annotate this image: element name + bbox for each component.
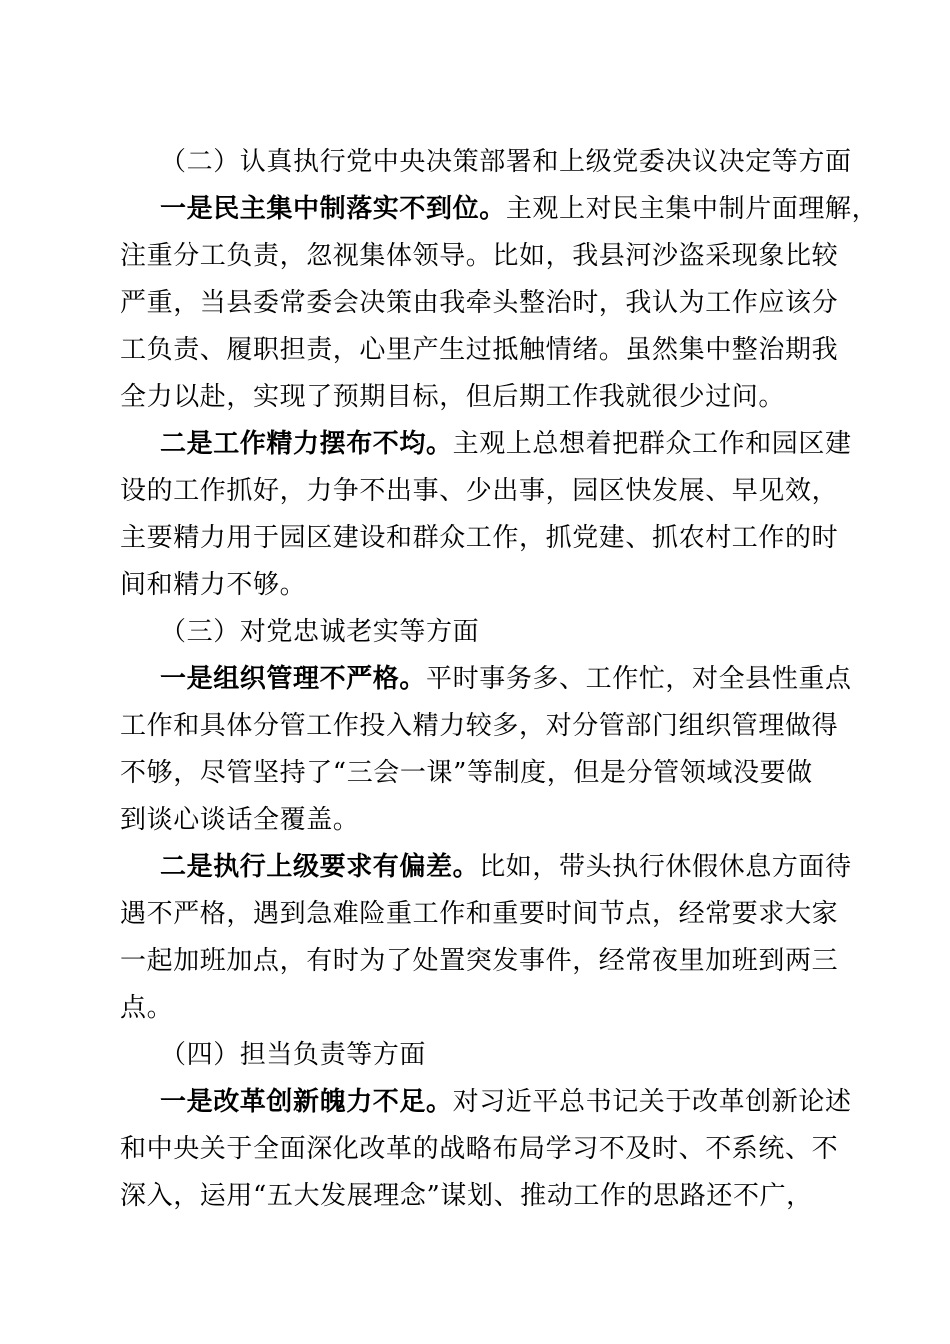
line-body-text: 工负责、履职担责，心里产生过抵触情绪。虽然集中整治期我 xyxy=(120,335,839,365)
line-lead-text: 一是民主集中制落实不到位。 xyxy=(160,194,506,224)
line-body-text: 间和精力不够。 xyxy=(120,570,307,600)
text-line xyxy=(120,750,830,797)
line-body-text: 平时事务多、工作忙，对全县性重点 xyxy=(426,664,852,694)
text-line xyxy=(120,891,839,938)
line-lead-text: 一是组织管理不严格。 xyxy=(160,664,427,694)
text-line xyxy=(120,139,852,186)
line-body-text: （三）对党忠诚老实等方面 xyxy=(160,617,480,647)
text-line xyxy=(120,280,839,327)
text-line xyxy=(120,515,839,562)
line-body-text: 注重分工负责，忽视集体领导。比如，我县河沙盗采现象比较 xyxy=(120,241,839,271)
line-body-text: 点。 xyxy=(120,993,174,1023)
line-body-text: 一起加班加点，有时为了处置突发事件，经常夜里加班到两三 xyxy=(120,946,839,976)
text-line xyxy=(120,1173,830,1220)
text-line xyxy=(120,468,839,515)
document-body xyxy=(120,139,879,1220)
line-body-text: 不够，尽管坚持了“三会一课”等制度，但是分管领域没要做 xyxy=(120,758,813,788)
text-line xyxy=(120,656,852,703)
line-body-text: （二）认真执行党中央决策部署和上级党委决议决定等方面 xyxy=(160,147,852,177)
line-body-text: 到谈心谈话全覆盖。 xyxy=(120,805,360,835)
text-line xyxy=(120,374,830,421)
text-line xyxy=(120,186,879,233)
line-body-text: 遇不严格，遇到急难险重工作和重要时间节点，经常要求大家 xyxy=(120,899,839,929)
line-lead-text: 二是执行上级要求有偏差。 xyxy=(160,852,480,882)
line-body-text: 主要精力用于园区建设和群众工作，抓党建、抓农村工作的时 xyxy=(120,523,839,553)
text-line xyxy=(120,844,852,891)
line-body-text: 对习近平总书记关于改革创新论述 xyxy=(452,1087,852,1117)
line-body-text: 严重，当县委常委会决策由我牵头整治时，我认为工作应该分 xyxy=(120,288,839,318)
text-line xyxy=(120,421,852,468)
text-line xyxy=(120,1079,852,1126)
line-lead-text: 二是工作精力摆布不均。 xyxy=(160,429,453,459)
line-body-text: 主观上对民主集中制片面理解， xyxy=(505,194,879,224)
text-line xyxy=(120,1126,839,1173)
text-line xyxy=(120,233,839,280)
text-line xyxy=(120,562,830,609)
text-line xyxy=(120,985,830,1032)
text-line xyxy=(120,327,839,374)
text-line xyxy=(120,938,839,985)
line-body-text: 和中央关于全面深化改革的战略布局学习不及时、不系统、不 xyxy=(120,1134,839,1164)
text-line xyxy=(120,703,839,750)
line-body-text: （四）担当负责等方面 xyxy=(160,1040,427,1070)
text-line xyxy=(120,1032,830,1079)
line-body-text: 设的工作抓好，力争不出事、少出事，园区快发展、早见效， xyxy=(120,476,839,506)
line-body-text: 主观上总想着把群众工作和园区建 xyxy=(452,429,852,459)
line-body-text: 工作和具体分管工作投入精力较多，对分管部门组织管理做得 xyxy=(120,711,839,741)
line-body-text: 深入，运用“五大发展理念”谋划、推动工作的思路还不广， xyxy=(120,1181,813,1211)
line-body-text: 全力以赴，实现了预期目标，但后期工作我就很少过问。 xyxy=(120,382,786,412)
text-line xyxy=(120,609,830,656)
text-line xyxy=(120,797,830,844)
line-lead-text: 一是改革创新魄力不足。 xyxy=(160,1087,453,1117)
line-body-text: 比如，带头执行休假休息方面待 xyxy=(479,852,852,882)
